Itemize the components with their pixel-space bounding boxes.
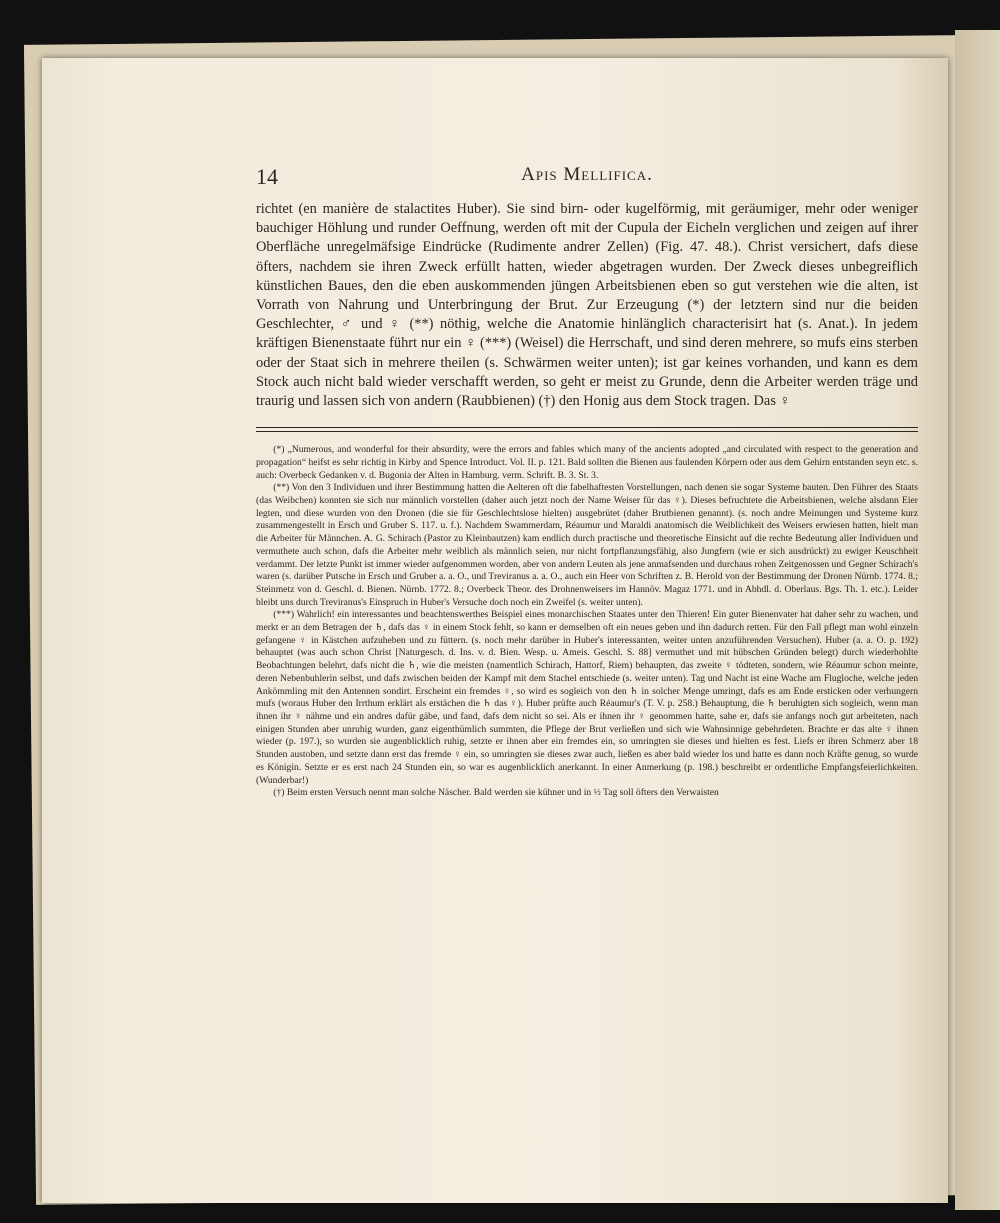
footnotes [256, 444, 918, 800]
running-title: Apis Mellifica. [521, 164, 653, 185]
footnote-1: (*) „Numerous, and wonderful for their absurdity, were the errors and fables which many of the ancients adopted „and circulated with respect to the generation and propagation“ heifst es sehr richtig in Kirby and Spence Introduct. Vol. II. p. 121. Bald sollten die Bienen aus faulenden Körpern oder aus dem Gehirn entstanden seyn etc. s. auch: Overbeck Gedanken v. d. Bugonia der Alten in Hamburg. verm. Schrift. B. 3. St. 3. [256, 444, 918, 481]
page-number: 14 [256, 164, 278, 189]
footnote-4: (†) Beim ersten Versuch nennt man solche Näscher. Bald werden sie kühner und in ½ Tag soll öfters den Verwaisten [273, 787, 719, 799]
book-page [42, 58, 948, 1203]
page-content [256, 158, 918, 800]
footnote-3: (***) Wahrlich! ein interessantes und beachtenswerthes Beispiel eines monarchischen Staates unter den Thieren! Ein guter Bienenvater hat daher sehr zu wachen, und merkt er an dem Betragen der ♄, dafs das ♀ in einem Stock fehlt, so kann er demselben oft ein neues geben und ihn dadurch retten. Für den Fall pflegt man wohl einzeln gefangene ♀ in Kästchen aufzuheben und zu füttern. (s. noch mehr darüber in Huber's interessanten, weiter unten anzuführenden Versuchen). Huber (a. a. O. p. 192) behauptet (was auch schon Christ [Naturgesch. d. Ins. v. d. Bien. Wesp. u. Ameis. Geschl. S. 88] vermuthet und mit hübschen Gründen belegt) durch wiederhohlte Beobachtungen belehrt, dafs nicht die ♄, wie die meisten (namentlich Schirach, Hattorf, Riem) behaupten, das zweite ♀ tödteten, sondern, wie Réaumur schon meinte, deren Nebenbuhlerin selbst, und dafs zwischen beiden der Kampf mit dem Stachel entschiede (s. weiter unten). Tag und Nacht ist eine Wache am Flugloche, welche jeden Ankömmling mit den Antennen sondirt. Erscheint ein fremdes ♀, so wird es sogleich von den ♄ in solcher Menge umringt, dafs es am Ende ersticken oder verhungern mufs (woraus Huber den Irrthum erklärt als erstächen die ♄ das ♀). Huber prüfte auch Réaumur's (T. V. p. 258.) Behauptung, die ♄ beruhigten sich sogleich, wenn man ihnen ihr ♀ nähme und ein andres dafür gäbe, und fand, dafs dem nicht so sei. Als er ihnen ihr ♀ genommen hatte, sahe er, dafs sie anfangs noch gut arbeiteten, nach einigen Stunden aber unruhig wurden, ganz eigenthümlich summten, die Pflege der Brut verließen und sich wie Wahnsinnige gebehrdeten. Brachte er das alte ♀ ihnen wieder (p. 197.), so wurden sie augenblicklich ruhig, setzte er ihnen aber ein fremdes ein, so umringten sie dieses und hielten es fest. Liefs er ihren Schmerz aber 18 Stunden austoben, und setzte dann erst das fremde ♀ ein, so umringten sie dieses zwar auch, ließen es aber bald wieder los und hatte es dann noch Kräfte genug, so wurde es Königin. Setzte er es erst nach 24 Stunden ein, so war es augenblicklich anerkannt. In einer Anmerkung (p. 198.) beschreibt er ordentliche Empfangsfeierlichkeiten. (Wunderbar!) [256, 609, 918, 786]
facing-page-edge [955, 30, 1000, 1210]
running-header [256, 158, 918, 192]
main-text: richtet (en manière de stalactites Huber). Sie sind birn- oder kugelförmig, mit geräumiger, mehr oder weniger bauchiger Höhlung und runder Oeffnung, werden oft mit der Cupula der Eicheln verglichen und zeigen auf ihrer Oberfläche unregelmäfsige Eindrücke (Rudimente andrer Zellen) (Fig. 47. 48.). Christ versichert, dafs diese öfters, nachdem sie ihren Zweck erfüllt hatten, wieder abgetragen wurden. Der Zweck dieses unbegreiflich künstlichen Baues, den die eben auskommenden jüngen Arbeitsbienen eben so gut verstehen wie die alten, ist Vorrath von Nahrung und Unterbringung der Brut. Zur Erzeugung (*) der letztern sind nur die beiden Geschlechter, ♂ und ♀ (**) nöthig, welche die Anatomie hinlänglich characterisirt hat (s. Anat.). In jedem kräftigen Bienenstaate führt nur ein ♀ (***) (Weisel) die Herrschaft, und sind deren mehrere, so mufs eins sterben oder der Staat sich in mehrere theilen (s. Schwärmen weiter unten); ist gar keines vorhanden, und kann es dem Stock auch nicht bald wieder verschafft werden, so geht er meist zu Grunde, denn die Arbeiter werden träge und traurig und lassen sich von andern (Raubbienen) (†) den Honig aus dem Stock tragen. Das ♀ [256, 201, 918, 410]
footnote-2: (**) Von den 3 Individuen und ihrer Bestimmung hatten die Aelteren oft die fabelhaftesten Vorstellungen, nach denen sie sogar Systeme bauten. Den Führer des Staats (das Weibchen) konnten sie sich nur männlich vorstellen (daher auch jetzt noch der Name Weiser für das ♀). Dieses befruchtete die Arbeitsbienen, welche alsdann Eier legten, und diese wurden von den Dronen (die sie für Geschlechtslose hielten) ausgebrütet (daher Brutbienen genannt). (s. noch andre Meinungen und Systeme kurz zusammengestellt in Ersch und Gruber S. 117. u. f.). Nachdem Swammerdam, Réaumur und Maraldi anatomisch die Weiblichkeit des Weisers erwiesen hatten, hielt man die Arbeiter für Männchen. A. G. Schirach (Pastor zu Kleinbautzen) kam endlich durch practische und theoretische Einsicht auf die rechte Bedeutung aller Individuen und vermuthete auch schon, dafs die Arbeiter mehr weiblich als männlich seien, nur nicht fortpflanzungsfähig, also Jungfern (wie er sich ausdrückt) zu ewiger Keuschheit verdammt. Der letzte Punkt ist immer wieder aufgenommen worden, aber von andern Leuten als jene anmafsenden und durchaus rohen Zeitgenossen und Gegner Schirach's waren (s. darüber Putsche in Ersch und Gruber a. a. O., und Treviranus a. a. O., auch ein Heer von Schriften z. B. Herold von der Bestimmung der Dronen Nürnb. 1774. 8.; Steinmetz von d. Geschl. d. Bienen. Nürnb. 1772. 8.; Overbeck Theor. des Drohnenweisers im Hannöv. Magaz 1771. und in Abhdl. d. Oberlaus. Bgs. Th. 1. etc.). Leider bleibt uns durch Treviranus's Einspruch in Huber's Versuche doch noch ein Zweifel (s. weiter unten). [256, 482, 918, 608]
footnote-separator [256, 427, 918, 432]
